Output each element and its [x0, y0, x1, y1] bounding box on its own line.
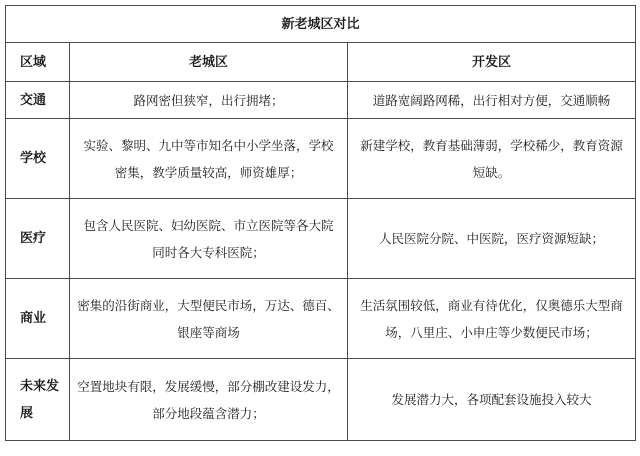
old-town-cell: 空置地块有限，发展缓慢，部分棚改建设发力， 部分地段蕴含潜力；	[70, 359, 348, 441]
old-town-cell: 密集的沿街商业，大型便民市场，万达、德百、 银座等商场	[70, 279, 348, 359]
development-zone-cell: 人民医院分院、中医院，医疗资源短缺；	[348, 199, 636, 279]
table-header-row	[6, 43, 636, 82]
row-label: 交通	[6, 82, 70, 119]
old-town-cell: 路网密但狭窄，出行拥堵；	[70, 82, 348, 119]
comparison-table	[5, 5, 636, 441]
development-zone-cell: 新建学校，教育基础薄弱，学校稀少，教育资源 短缺。	[348, 119, 636, 199]
development-zone-cell: 道路宽阔路网稀，出行相对方便，交通顺畅	[348, 82, 636, 119]
row-label: 未来发展	[6, 359, 70, 441]
old-town-cell: 包含人民医院、妇幼医院、市立医院等各大院 同时各大专科医院；	[70, 199, 348, 279]
table-row-commerce	[6, 279, 636, 359]
development-zone-cell: 生活氛围较低，商业有待优化，仅奥德乐大型商 场，八里庄、小申庄等少数便民市场；	[348, 279, 636, 359]
old-town-cell: 实验、黎明、九中等市知名中小学坐落，学校 密集，教学质量较高，师资雄厚；	[70, 119, 348, 199]
row-label: 医疗	[6, 199, 70, 279]
table-row-future	[6, 359, 636, 441]
table-row-medical	[6, 199, 636, 279]
table-row-school	[6, 119, 636, 199]
development-zone-cell: 发展潜力大，各项配套设施投入较大	[348, 359, 636, 441]
table-row-transport	[6, 82, 636, 119]
row-label: 学校	[6, 119, 70, 199]
table-title: 新老城区对比	[6, 6, 636, 43]
header-region: 区域	[6, 43, 70, 82]
header-old-town: 老城区	[70, 43, 348, 82]
row-label: 商业	[6, 279, 70, 359]
table-title-row	[6, 6, 636, 43]
header-development-zone: 开发区	[348, 43, 636, 82]
